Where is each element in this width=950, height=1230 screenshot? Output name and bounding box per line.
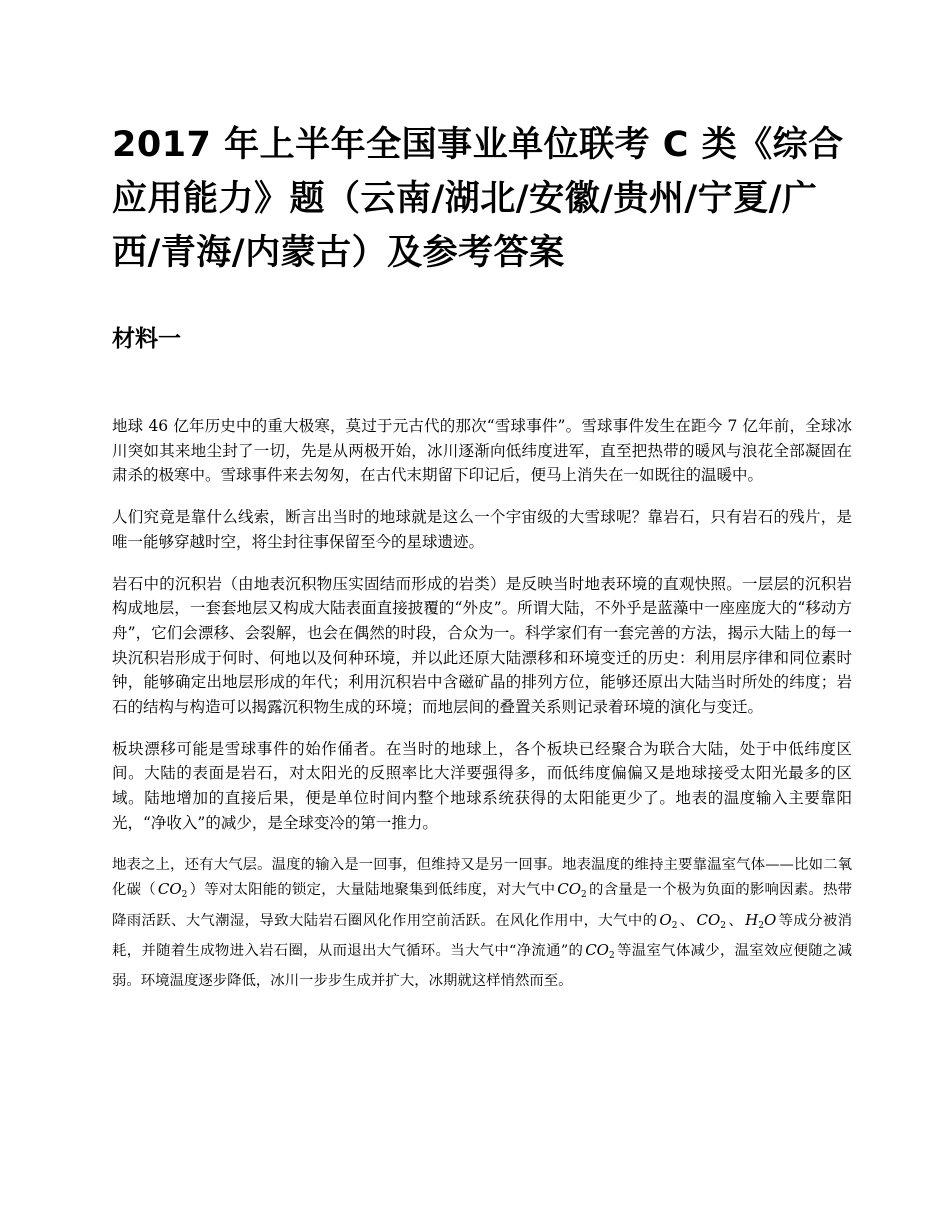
paragraph-3: 岩石中的沉积岩（由地表沉积物压实固结而形成的岩类）是反映当时地表环境的直观快照。一层层的沉积岩构成地层，一套套地层又构成大陆表面直接披覆的“外皮”。所谓大陆，不外乎是蓝藻中一座座庞大的“移动方舟”，它们会漂移、会裂解，也会在偶然的时段，合众为一。科学家们有一套完善的方法，揭示大陆上的每一块沉积岩形成于何时、何地以及何种环境，并以此还原大陆漂移和环境变迁的历史：利用层序律和同位素时钟，能够确定出地层形成的年代；利用沉积岩中含磁矿晶的排列方位，能够还原出大陆当时所处的纬度；岩石的结构与构造可以揭露沉积物生成的环境；而地层间的叠置关系则记录着环境的演化与变迁。 [112,574,852,717]
paragraph-5-text-4: 等成分被消耗，并随着生成物进入岩石圈，从而退出大气循环。当大气中“净流通”的 [112,912,852,960]
co2-formula: $CO_2$ [157,880,188,901]
paragraph-5 [112,853,852,994]
paragraph-5-text-3: 的含量是一个极为负面的影响因素。热带降雨活跃、大气潮湿，导致大陆岩石圈风化作用空前活跃。在风化作用中，大气中的 [112,882,852,929]
co2-formula: $CO_2$ [696,910,727,931]
separator: 、 [728,912,744,929]
h2o-formula: $H_2O$ [745,910,777,931]
paragraph-1: 地球 46 亿年历史中的重大极寒，莫过于元古代的那次“雪球事件”。雪球事件发生在距今 7 亿年前，全球冰川突如其来地尘封了一切，先是从两极开始，冰川逐渐向低纬度进军，直至把热带的暖风与浪花全部凝固在肃杀的极寒中。雪球事件来去匆匆，在古代末期留下印记后，便马上消失在一如既往的温暖中。 [112,417,852,485]
document-body [112,414,852,1010]
paragraph-4: 板块漂移可能是雪球事件的始作俑者。在当时的地球上，各个板块已经聚合为联合大陆，处于中低纬度区间。大陆的表面是岩石，对太阳光的反照率比大洋要强得多，而低纬度偏偏又是地球接受太阳光最多的区域。陆地增加的直接后果，便是单位时间内整个地球系统获得的太阳能更少了。地表的温度输入主要靠阳光，“净收入”的减少，是全球变冷的第一推力。 [112,739,852,832]
co2-formula: $CO_2$ [585,941,615,962]
paragraph-5-text-5: 等温室气体减少，温室效应便随之减弱。环境温度逐步降低，冰川一步步生成并扩大，冰期就这样悄然而至。 [112,943,852,989]
section-heading: 材料一 [112,326,181,352]
co2-formula: $CO_2$ [557,880,587,901]
paragraph-5-text-1: 地表之上，还有大气层。温度的输入是一回事，但维持又是另一回事。地表温度的维持主要靠温室气体——比如二氧化碳（ [112,856,852,899]
paragraph-2: 人们究竟是靠什么线索，断言出当时的地球就是这么一个宇宙级的大雪球呢？靠岩石，只有岩石的残片，是唯一能够穿越时空，将尘封往事保留至今的星球遗迹。 [112,508,852,551]
o2-formula: $O_2$ [659,910,678,931]
paragraph-5-text-2: ）等对太阳能的锁定，大量陆地聚集到低纬度，对大气中 [189,882,556,899]
document-title: 2017 年上半年全国事业单位联考 C 类《综合应用能力》题（云南/湖北/安徽/贵州/宁夏/广西/青海/内蒙古）及参考答案 [112,125,844,273]
separator: 、 [679,912,695,929]
